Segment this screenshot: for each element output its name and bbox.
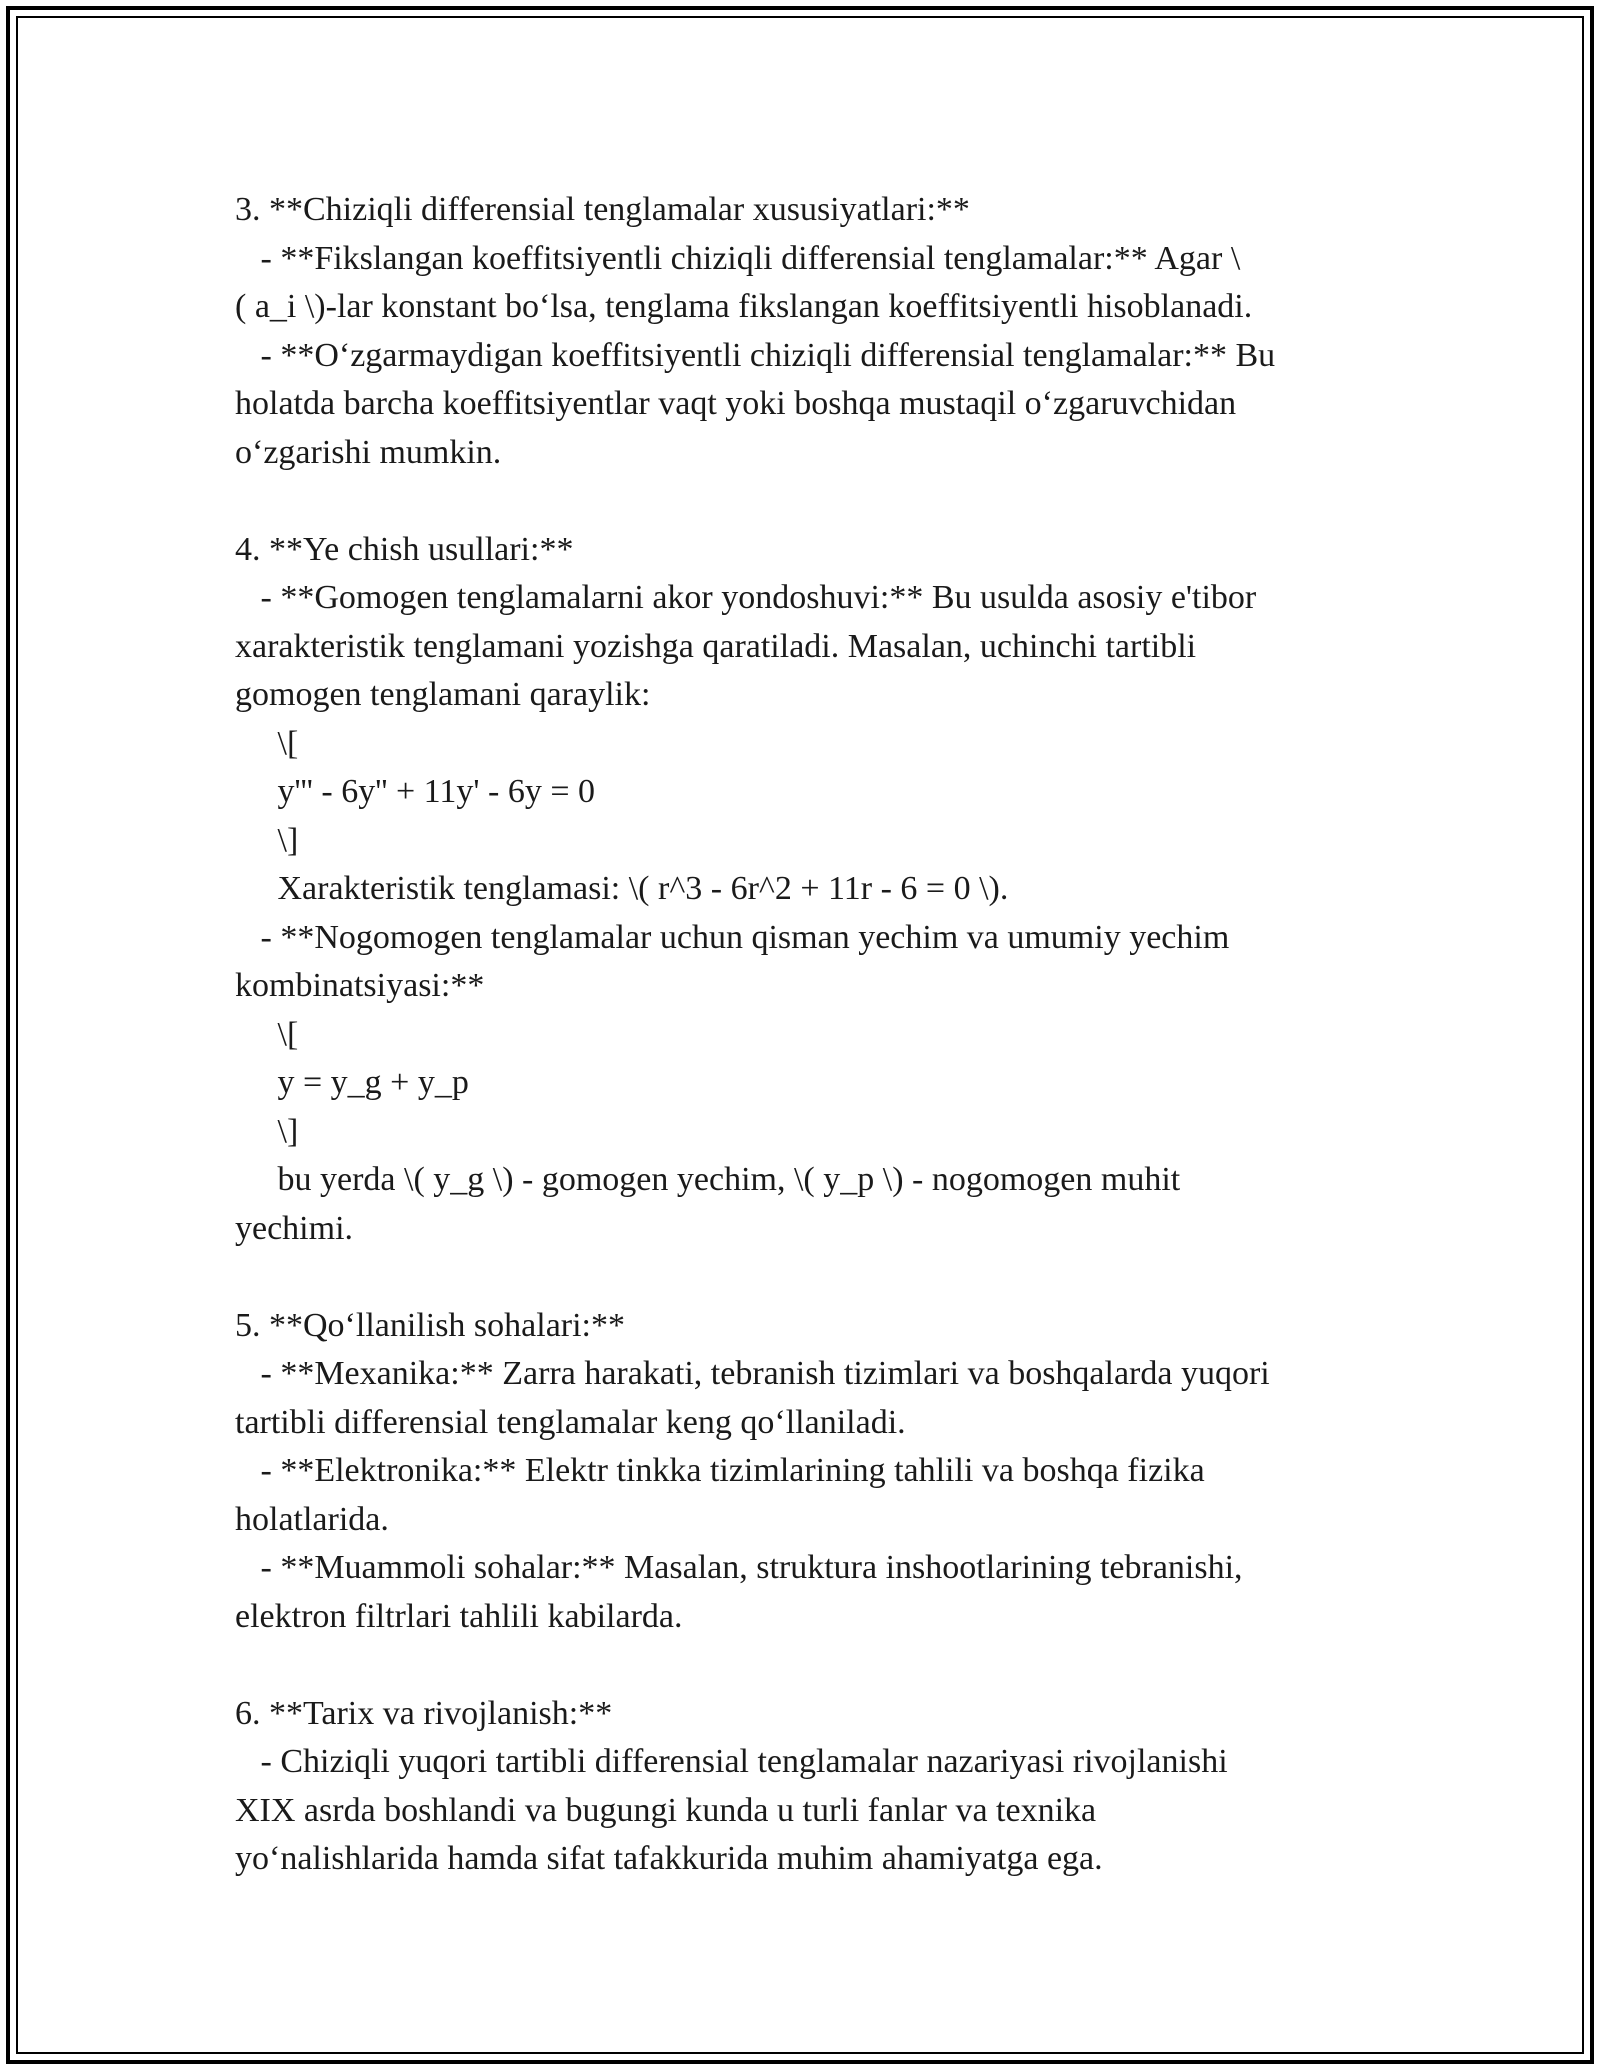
text-line: - **Nogomogen tenglamalar uchun qisman yechim va umumiy yechim — [235, 918, 1230, 956]
formula-equation: y''' - 6y'' + 11y' - 6y = 0 — [235, 773, 595, 810]
paragraph-gap — [235, 477, 1375, 526]
text-line: - **Muammoli sohalar:** Masalan, struktura inshootlarining tebranishi, — [235, 1549, 1243, 1586]
formula-delimiter-close: \] — [235, 821, 299, 859]
section-3-heading: 3. **Chiziqli differensial tenglamalar xususiyatlari:** — [235, 191, 970, 228]
text-line: Xarakteristik tenglamasi: \( r^3 - 6r^2 + 11r - 6 = 0 \). — [235, 870, 1009, 907]
section-4-heading: 4. **Ye chish usullari:** — [235, 530, 574, 568]
paragraph-gap — [235, 1641, 1375, 1690]
text-line: ( a_i \)-lar konstant bo‘lsa, tenglama fikslangan koeffitsiyentli hisoblanadi. — [235, 288, 1253, 325]
section-4 — [235, 526, 1375, 1254]
text-line: bu yerda \( y_g \) - gomogen yechim, \( y_p \) - nogomogen muhit — [235, 1161, 1181, 1198]
text-line: tartibli differensial tenglamalar keng qo‘llaniladi. — [235, 1403, 906, 1441]
text-line: o‘zgarishi mumkin. — [235, 433, 502, 471]
text-line: yo‘nalishlarida hamda sifat tafakkurida muhim ahamiyatga ega. — [235, 1840, 1103, 1877]
formula-delimiter-open: \[ — [235, 724, 299, 762]
formula-delimiter-close: \] — [235, 1112, 299, 1150]
text-line: elektron filtrlari tahlili kabilarda. — [235, 1597, 683, 1635]
section-6 — [235, 1690, 1375, 1884]
text-line: - **O‘zgarmaydigan koeffitsiyentli chiziqli differensial tenglamalar:** Bu — [235, 336, 1276, 374]
text-line: xarakteristik tenglamani yozishga qaratiladi. Masalan, uchinchi tartibli — [235, 627, 1197, 665]
text-line: - Chiziqli yuqori tartibli differensial tenglamalar nazariyasi rivojlanishi — [235, 1743, 1228, 1780]
text-line: kombinatsiyasi:** — [235, 967, 485, 1004]
text-line: - **Elektronika:** Elektr tinkka tizimlarining tahlili va boshqa fizika — [235, 1452, 1205, 1489]
document-body — [235, 186, 1375, 1884]
text-line: - **Mexanika:** Zarra harakati, tebranish tizimlari va boshqalarda yuqori — [235, 1355, 1270, 1392]
paragraph-gap — [235, 1253, 1375, 1302]
section-5-heading: 5. **Qo‘llanilish sohalari:** — [235, 1306, 626, 1344]
text-line: - **Fikslangan koeffitsiyentli chiziqli differensial tenglamalar:** Agar \ — [235, 239, 1241, 277]
text-line: - **Gomogen tenglamalarni akor yondoshuvi:** Bu usulda asosiy e'tibor — [235, 579, 1257, 616]
text-line: holatlarida. — [235, 1500, 389, 1538]
section-5 — [235, 1302, 1375, 1642]
text-line: holatda barcha koeffitsiyentlar vaqt yoki boshqa mustaqil o‘zgaruvchidan — [235, 385, 1237, 422]
text-line: XIX asrda boshlandi va bugungi kunda u turli fanlar va texnika — [235, 1791, 1097, 1829]
formula-delimiter-open: \[ — [235, 1015, 299, 1053]
section-6-heading: 6. **Tarix va rivojlanish:** — [235, 1694, 613, 1732]
formula-equation: y = y_g + y_p — [235, 1064, 469, 1101]
section-3 — [235, 186, 1375, 477]
text-line: yechimi. — [235, 1209, 354, 1247]
text-line: gomogen tenglamani qaraylik: — [235, 676, 651, 713]
